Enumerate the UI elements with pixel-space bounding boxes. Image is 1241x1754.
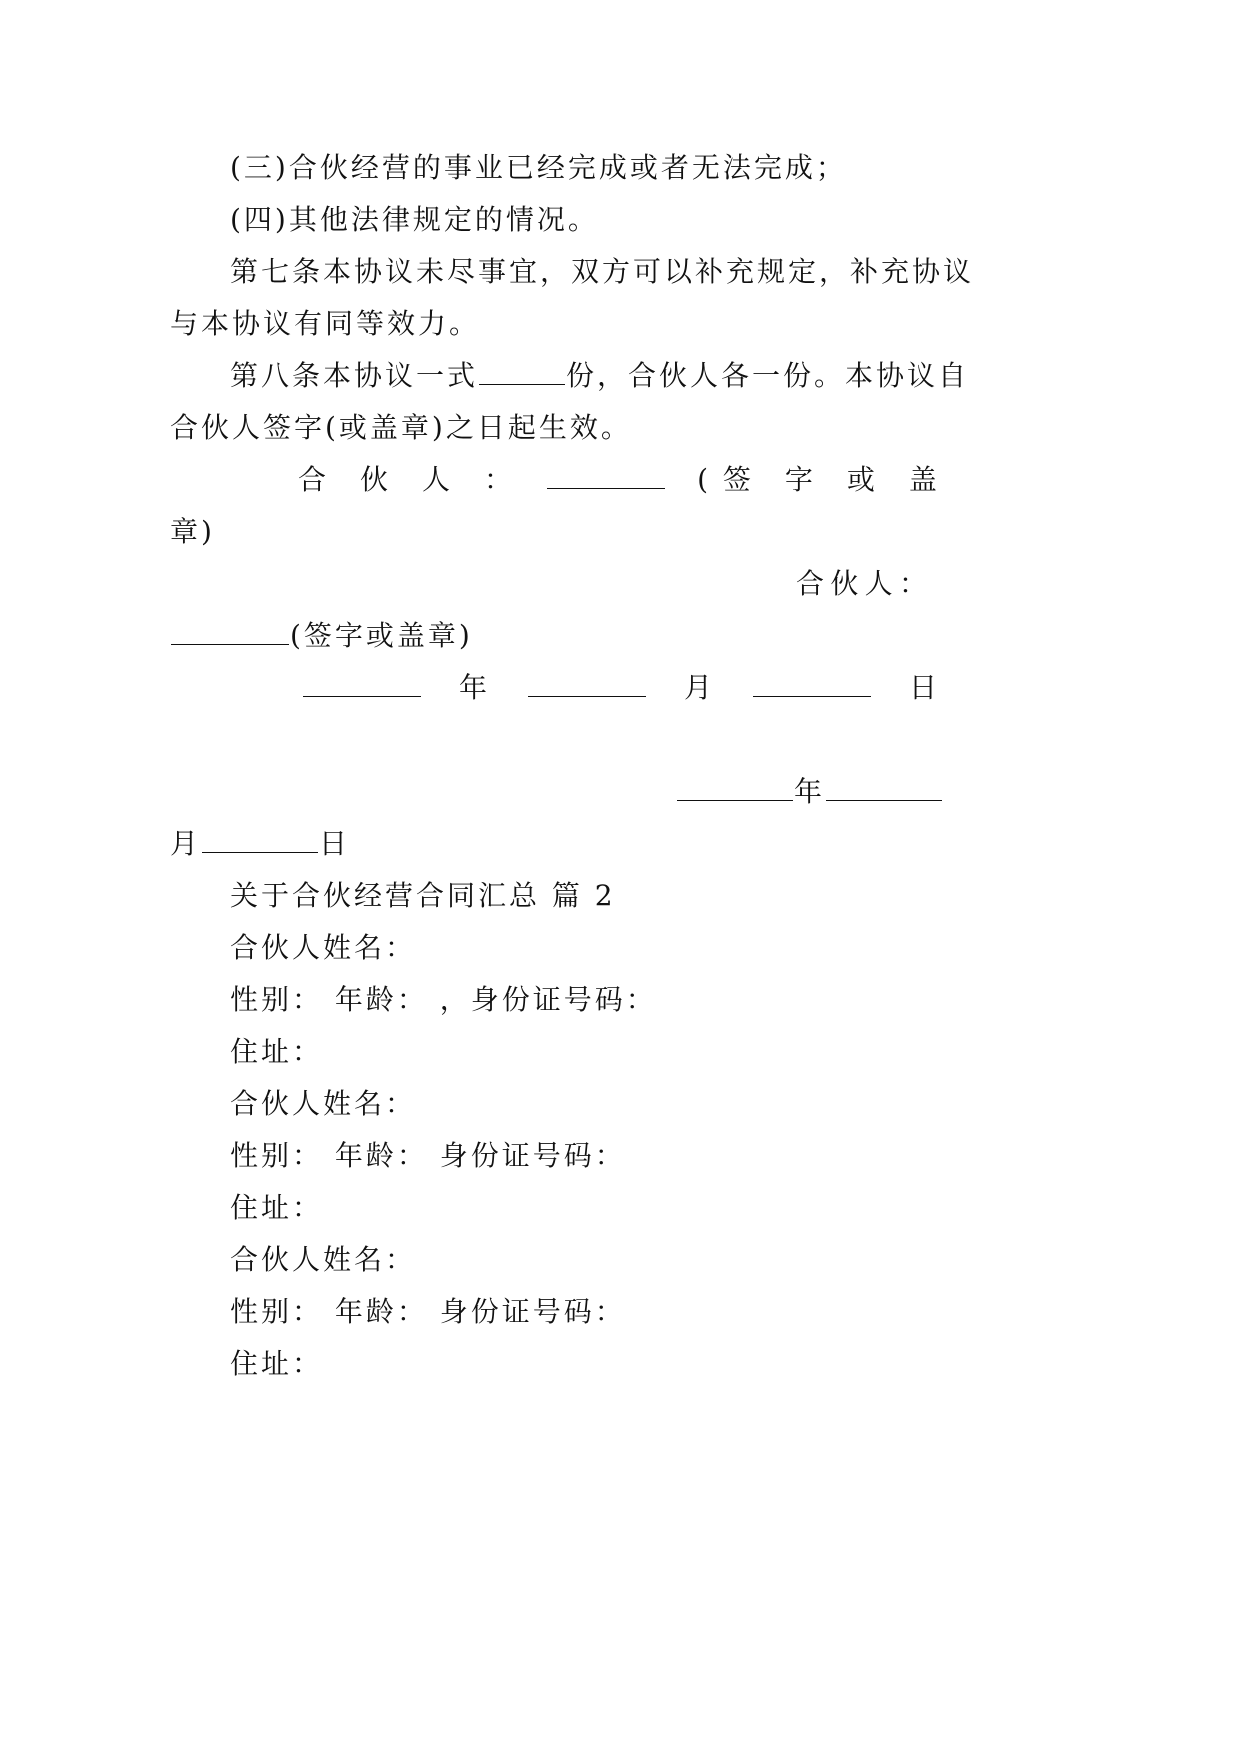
sig2-char: 人 bbox=[864, 567, 896, 600]
partner-2-name: 合伙人姓名： bbox=[230, 1087, 417, 1120]
sig1-char: 伙 bbox=[360, 463, 392, 496]
signature-line-1 bbox=[298, 462, 940, 498]
day-blank bbox=[753, 670, 871, 697]
sig1-char: 盖 bbox=[908, 463, 940, 496]
sig2-char: ： bbox=[898, 567, 930, 600]
month-blank bbox=[528, 670, 646, 697]
signature-blank-1 bbox=[547, 462, 665, 489]
partner-3-name: 合伙人姓名： bbox=[230, 1243, 417, 1276]
clause-4: (四)其他法律规定的情况。 bbox=[230, 203, 599, 236]
article-8-line-2: 合伙人签字(或盖章)之日起生效。 bbox=[170, 411, 632, 444]
date-line-2 bbox=[676, 774, 943, 810]
clause-3: (三)合伙经营的事业已经完成或者无法完成； bbox=[230, 151, 847, 184]
article-8-suffix: 份，合伙人各一份。本协议自 bbox=[566, 359, 970, 392]
sig1-char: 人 bbox=[422, 463, 454, 496]
sig1-char: ( 签 bbox=[697, 463, 754, 496]
sig1-char: 字 bbox=[784, 463, 816, 496]
year-blank-2 bbox=[677, 774, 793, 801]
partner-2-address: 住址： bbox=[230, 1191, 324, 1224]
signature-line-2 bbox=[796, 566, 930, 602]
sig2-char: 伙 bbox=[830, 567, 862, 600]
month-blank-2 bbox=[826, 774, 942, 801]
partner-1-address: 住址： bbox=[230, 1035, 324, 1068]
article-7-line-1: 第七条本协议未尽事宜，双方可以补充规定，补充协议 bbox=[230, 255, 975, 288]
signature-blank-2 bbox=[171, 618, 289, 645]
month-label-2: 月 bbox=[170, 827, 202, 860]
partner-3-info: 性别： 年龄： 身份证号码： bbox=[230, 1295, 626, 1328]
signature-2-continuation bbox=[170, 618, 473, 654]
year-label: 年 bbox=[458, 671, 490, 704]
day-label-2: 日 bbox=[319, 827, 351, 860]
sig1-char: 合 bbox=[298, 463, 330, 496]
year-blank bbox=[303, 670, 421, 697]
signature-2-suffix: (签字或盖章) bbox=[290, 619, 473, 652]
date-line-1 bbox=[302, 670, 940, 706]
day-label: 日 bbox=[908, 671, 940, 704]
partner-1-info: 性别： 年龄： ，身份证号码： bbox=[230, 983, 657, 1016]
sig1-char: 或 bbox=[846, 463, 878, 496]
partner-3-address: 住址： bbox=[230, 1347, 324, 1380]
signature-1-continuation: 章) bbox=[170, 515, 215, 548]
sig1-char: ： bbox=[484, 463, 516, 496]
partner-1-name: 合伙人姓名： bbox=[230, 931, 417, 964]
year-label-2: 年 bbox=[794, 775, 826, 808]
day-blank-2 bbox=[202, 826, 318, 853]
sig2-char: 合 bbox=[796, 567, 828, 600]
date-line-2-cont bbox=[170, 826, 350, 862]
section-title: 关于合伙经营合同汇总 篇 2 bbox=[230, 879, 616, 912]
article-8-line-1 bbox=[230, 358, 969, 394]
month-label: 月 bbox=[683, 671, 715, 704]
copies-blank bbox=[479, 358, 565, 385]
article-7-line-2: 与本协议有同等效力。 bbox=[170, 307, 481, 340]
partner-2-info: 性别： 年龄： 身份证号码： bbox=[230, 1139, 626, 1172]
article-8-prefix: 第八条本协议一式 bbox=[230, 359, 479, 392]
